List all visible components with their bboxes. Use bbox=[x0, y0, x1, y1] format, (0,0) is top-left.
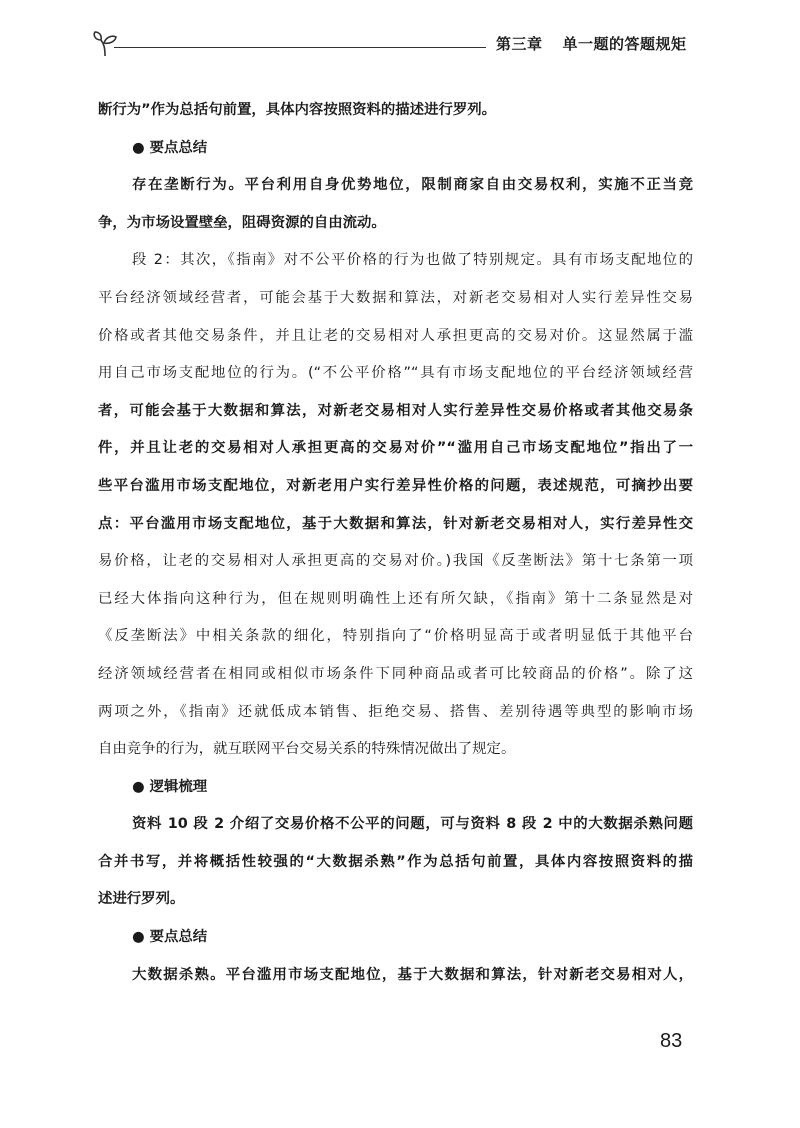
chapter-number: 第三章 bbox=[496, 35, 543, 53]
section-heading-key-points: ● 要点总结 bbox=[132, 929, 208, 946]
text-line: 经济领域经营者在相同或相似市场条件下同种商品或者可比较商品的价格”。除了这 bbox=[98, 665, 693, 682]
chapter-title: 单一题的答题规矩 bbox=[562, 35, 687, 53]
section-heading-logic: ● 逻辑梳理 bbox=[132, 778, 208, 795]
section-heading-key-points: ● 要点总结 bbox=[132, 139, 208, 156]
sprout-icon bbox=[92, 30, 118, 58]
text-line: 述进行罗列。 bbox=[98, 891, 185, 908]
text-line: 易价格，让老的交易相对人承担更高的交易对价。)我国《反垄断法》第十七条第一项 bbox=[98, 553, 693, 570]
text-line: 存在垄断行为。平台利用自身优势地位，限制商家自由交易权利，实施不正当竞 bbox=[132, 177, 693, 194]
text-line: 件，并且让老的交易相对人承担更高的交易对价”“滥用自己市场支配地位”指出了一 bbox=[98, 440, 693, 457]
text-line: 点：平台滥用市场支配地位，基于大数据和算法，针对新老交易相对人，实行差异性交 bbox=[98, 515, 693, 532]
text-line: 价格或者其他交易条件，并且让老的交易相对人承担更高的交易对价。这显然属于滥 bbox=[98, 327, 693, 344]
text-line: 段 2：其次，《指南》对不公平价格的行为也做了特别规定。具有市场支配地位的 bbox=[132, 252, 693, 269]
text-line: 大数据杀熟。平台滥用市场支配地位，基于大数据和算法，针对新老交易相对人， bbox=[132, 966, 693, 983]
text-line: 些平台滥用市场支配地位，对新老用户实行差异性价格的问题，表述规范，可摘抄出要 bbox=[98, 477, 693, 494]
text-line: 两项之外，《指南》还就低成本销售、拒绝交易、搭售、差别待遇等典型的影响市场 bbox=[98, 703, 693, 720]
text-line: 资料 10 段 2 介绍了交易价格不公平的问题，可与资料 8 段 2 中的大数据杀熟问题 bbox=[132, 816, 693, 833]
text-line: 断行为”作为总括句前置，具体内容按照资料的描述进行罗列。 bbox=[98, 102, 497, 118]
text-line: 合并书写，并将概括性较强的“大数据杀熟”作为总括句前置，具体内容按照资料的描 bbox=[98, 853, 693, 870]
text-line: 争，为市场设置壁垒，阻碍资源的自由流动。 bbox=[98, 214, 386, 231]
text-line: 者，可能会基于大数据和算法，对新老交易相对人实行差异性交易价格或者其他交易条 bbox=[98, 402, 693, 419]
text-line: 平台经济领域经营者，可能会基于大数据和算法，对新老交易相对人实行差异性交易 bbox=[98, 289, 693, 306]
page-body bbox=[98, 92, 693, 994]
text-line: 自由竞争的行为，就互联网平台交易关系的特殊情况做出了规定。 bbox=[98, 741, 516, 758]
chapter-heading bbox=[496, 33, 687, 54]
text-line: 用自己市场支配地位的行为。(“不公平价格”“具有市场支配地位的平台经济领域经营 bbox=[98, 365, 693, 382]
text-line: 《反垄断法》中相关条款的细化，特别指向了“价格明显高于或者明显低于其他平台 bbox=[98, 628, 693, 645]
running-header bbox=[92, 30, 692, 60]
header-rule bbox=[114, 47, 486, 48]
page-number: 83 bbox=[660, 1030, 683, 1052]
text-line: 已经大体指向这种行为，但在规则明确性上还有所欠缺，《指南》第十二条显然是对 bbox=[98, 590, 693, 607]
